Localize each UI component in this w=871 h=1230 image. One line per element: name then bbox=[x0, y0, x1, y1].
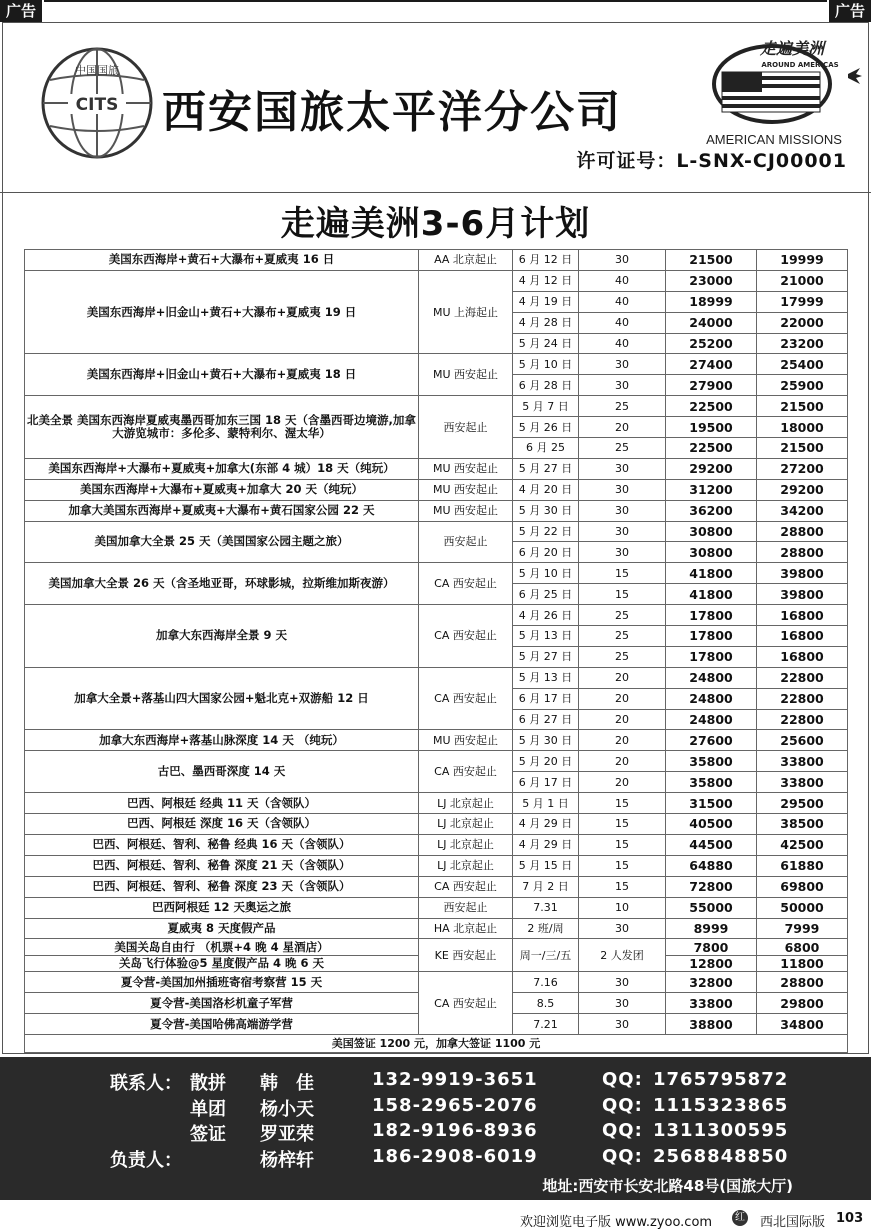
departure-city: MU 西安起止 bbox=[419, 500, 513, 521]
tour-name: 美国加拿大全景 26 天（含圣地亚哥，环球影城，拉斯维加斯夜游） bbox=[25, 563, 419, 605]
group-size: 15 bbox=[579, 834, 666, 855]
cits-globe-logo bbox=[38, 44, 156, 162]
tour-name: 美国东西海岸+旧金山+黄石+大瀑布+夏威夷 18 日 bbox=[25, 354, 419, 396]
tour-name: 夏令营-美国加州插班寄宿考察营 15 天 bbox=[25, 972, 419, 993]
tour-name: 关岛飞行体验@5 星度假产品 4 晚 6 天 bbox=[25, 955, 419, 972]
contact-role: 散拼 bbox=[190, 1073, 226, 1094]
departure-city: CA 西安起止 bbox=[419, 667, 513, 730]
group-size: 15 bbox=[579, 793, 666, 814]
adult-price: 33800 bbox=[666, 993, 757, 1014]
departure-date: 周一/三/五 bbox=[513, 939, 579, 972]
adult-price: 35800 bbox=[666, 772, 757, 793]
departure-date: 5 月 26 日 bbox=[513, 417, 579, 438]
departure-date: 5 月 30 日 bbox=[513, 500, 579, 521]
adult-price: 22500 bbox=[666, 396, 757, 417]
departure-date: 6 月 27 日 bbox=[513, 709, 579, 730]
table-row bbox=[25, 354, 848, 375]
departure-date: 5 月 1 日 bbox=[513, 793, 579, 814]
svg-text:AMERICAN MISSIONS: AMERICAN MISSIONS bbox=[706, 132, 842, 147]
child-price: 7999 bbox=[757, 918, 848, 939]
departure-city: 西安起止 bbox=[419, 396, 513, 459]
departure-date: 4 月 12 日 bbox=[513, 270, 579, 291]
group-size: 30 bbox=[579, 972, 666, 993]
tour-name: 夏令营-美国洛杉机童子军营 bbox=[25, 993, 419, 1014]
adult-price: 72800 bbox=[666, 876, 757, 897]
welcome-text[interactable]: 欢迎浏览电子版 www.zyoo.com bbox=[520, 1215, 713, 1230]
tour-name: 美国关岛自由行 （机票+4 晚 4 星酒店） bbox=[25, 939, 419, 956]
group-size: 20 bbox=[579, 751, 666, 772]
tour-name: 夏令营-美国哈佛高端游学营 bbox=[25, 1014, 419, 1035]
tour-name: 巴西、阿根廷、智利、秘鲁 深度 23 天（含领队） bbox=[25, 876, 419, 897]
group-size: 20 bbox=[579, 417, 666, 438]
child-price: 19999 bbox=[757, 250, 848, 271]
adult-price: 36200 bbox=[666, 500, 757, 521]
group-size: 30 bbox=[579, 250, 666, 271]
child-price: 69800 bbox=[757, 876, 848, 897]
top-rule bbox=[44, 0, 827, 24]
contact-phone[interactable]: 186-2908-6019 bbox=[372, 1146, 538, 1167]
manager-label: 负责人： bbox=[110, 1150, 182, 1171]
child-price: 50000 bbox=[757, 897, 848, 918]
departure-date: 8.5 bbox=[513, 993, 579, 1014]
child-price: 25400 bbox=[757, 354, 848, 375]
table-row bbox=[25, 250, 848, 271]
tour-name: 美国加拿大全景 25 天（美国国家公园主题之旅） bbox=[25, 521, 419, 563]
contact-label: 联系人： bbox=[110, 1073, 182, 1094]
adult-price: 18999 bbox=[666, 291, 757, 312]
table-row bbox=[25, 521, 848, 542]
qq-label: QQ: bbox=[602, 1120, 643, 1141]
adult-price: 17800 bbox=[666, 605, 757, 626]
adult-price: 25200 bbox=[666, 333, 757, 354]
group-size: 25 bbox=[579, 396, 666, 417]
departure-city: LJ 北京起止 bbox=[419, 855, 513, 876]
child-price: 38500 bbox=[757, 814, 848, 835]
table-row bbox=[25, 270, 848, 291]
qq-number[interactable]: 1311300595 bbox=[653, 1120, 789, 1141]
departure-city: CA 西安起止 bbox=[419, 563, 513, 605]
departure-date: 5 月 13 日 bbox=[513, 626, 579, 647]
child-price: 34800 bbox=[757, 1014, 848, 1035]
departure-city: MU 上海起止 bbox=[419, 270, 513, 354]
adult-price: 24000 bbox=[666, 312, 757, 333]
child-price: 25600 bbox=[757, 730, 848, 751]
group-size: 30 bbox=[579, 1014, 666, 1035]
child-price: 21000 bbox=[757, 270, 848, 291]
visa-note: 美国签证 1200 元，加拿大签证 1100 元 bbox=[25, 1035, 848, 1053]
qq-number[interactable]: 1115323865 bbox=[653, 1095, 789, 1116]
departure-date: 7 月 2 日 bbox=[513, 876, 579, 897]
group-size: 30 bbox=[579, 354, 666, 375]
departure-date: 6 月 25 日 bbox=[513, 584, 579, 605]
departure-date: 6 月 20 日 bbox=[513, 542, 579, 563]
adult-price: 40500 bbox=[666, 814, 757, 835]
child-price: 33800 bbox=[757, 772, 848, 793]
departure-date: 5 月 30 日 bbox=[513, 730, 579, 751]
adult-price: 19500 bbox=[666, 417, 757, 438]
page-footer bbox=[0, 1204, 871, 1230]
child-price: 16800 bbox=[757, 626, 848, 647]
adult-price: 27400 bbox=[666, 354, 757, 375]
svg-text:CITS: CITS bbox=[75, 95, 119, 115]
departure-date: 6 月 28 日 bbox=[513, 375, 579, 396]
departure-date: 4 月 29 日 bbox=[513, 814, 579, 835]
departure-date: 5 月 22 日 bbox=[513, 521, 579, 542]
table-row bbox=[25, 1035, 848, 1053]
group-size: 30 bbox=[579, 500, 666, 521]
group-size: 10 bbox=[579, 897, 666, 918]
adult-price: 30800 bbox=[666, 542, 757, 563]
adult-price: 55000 bbox=[666, 897, 757, 918]
group-size: 40 bbox=[579, 270, 666, 291]
qq-label: QQ: bbox=[602, 1095, 643, 1116]
departure-date: 6 月 17 日 bbox=[513, 688, 579, 709]
departure-date: 6 月 17 日 bbox=[513, 772, 579, 793]
adult-price: 22500 bbox=[666, 438, 757, 459]
tour-name: 加拿大美国东西海岸+夏威夷+大瀑布+黄石国家公园 22 天 bbox=[25, 500, 419, 521]
adult-price: 24800 bbox=[666, 667, 757, 688]
adult-price: 27900 bbox=[666, 375, 757, 396]
group-size: 15 bbox=[579, 584, 666, 605]
child-price: 21500 bbox=[757, 396, 848, 417]
tour-name: 加拿大东西海岸+落基山脉深度 14 天 （纯玩） bbox=[25, 730, 419, 751]
tour-price-table bbox=[24, 249, 848, 1053]
departure-city: LJ 北京起止 bbox=[419, 793, 513, 814]
departure-city: 西安起止 bbox=[419, 897, 513, 918]
group-size: 40 bbox=[579, 291, 666, 312]
group-size: 25 bbox=[579, 438, 666, 459]
child-price: 42500 bbox=[757, 834, 848, 855]
svg-text:走遍美洲: 走遍美洲 bbox=[759, 39, 825, 58]
departure-city: MU 西安起止 bbox=[419, 479, 513, 500]
departure-date: 5 月 7 日 bbox=[513, 396, 579, 417]
tour-name: 加拿大东西海岸全景 9 天 bbox=[25, 605, 419, 668]
group-size: 30 bbox=[579, 458, 666, 479]
contact-phone[interactable]: 182-9196-8936 bbox=[372, 1120, 538, 1141]
group-size: 20 bbox=[579, 667, 666, 688]
group-size: 25 bbox=[579, 626, 666, 647]
tour-name: 北美全景 美国东西海岸夏威夷墨西哥加东三国 18 天（含墨西哥边境游,加拿大游览城市：多伦多、蒙特利尔、渥太华） bbox=[25, 396, 419, 459]
adult-price: 38800 bbox=[666, 1014, 757, 1035]
table-row bbox=[25, 667, 848, 688]
child-price: 25900 bbox=[757, 375, 848, 396]
group-size: 2 人发团 bbox=[579, 939, 666, 972]
departure-date: 2 班/周 bbox=[513, 918, 579, 939]
child-price: 16800 bbox=[757, 605, 848, 626]
table-row bbox=[25, 897, 848, 918]
adult-price: 23000 bbox=[666, 270, 757, 291]
departure-date: 5 月 15 日 bbox=[513, 855, 579, 876]
departure-date: 4 月 20 日 bbox=[513, 479, 579, 500]
adult-price: 32800 bbox=[666, 972, 757, 993]
contact-name: 罗亚荣 bbox=[260, 1124, 314, 1145]
table-row bbox=[25, 730, 848, 751]
ad-label-right: 广告 bbox=[829, 0, 871, 22]
group-size: 15 bbox=[579, 876, 666, 897]
tour-name: 巴西、阿根廷 深度 16 天（含领队） bbox=[25, 814, 419, 835]
adult-price: 31500 bbox=[666, 793, 757, 814]
tour-name: 美国东西海岸+大瀑布+夏威夷+加拿大(东部 4 城）18 天（纯玩） bbox=[25, 458, 419, 479]
departure-date: 5 月 27 日 bbox=[513, 646, 579, 667]
svg-text:中国国旅: 中国国旅 bbox=[75, 64, 119, 77]
child-price: 29500 bbox=[757, 793, 848, 814]
departure-date: 6 月 25 bbox=[513, 438, 579, 459]
hong-icon: 红 bbox=[732, 1210, 748, 1226]
group-size: 30 bbox=[579, 375, 666, 396]
child-price: 21500 bbox=[757, 438, 848, 459]
table-row bbox=[25, 563, 848, 584]
group-size: 15 bbox=[579, 814, 666, 835]
table-row bbox=[25, 479, 848, 500]
departure-date: 5 月 24 日 bbox=[513, 333, 579, 354]
departure-date: 5 月 13 日 bbox=[513, 667, 579, 688]
adult-price: 17800 bbox=[666, 646, 757, 667]
table-row bbox=[25, 500, 848, 521]
group-size: 30 bbox=[579, 479, 666, 500]
group-size: 15 bbox=[579, 855, 666, 876]
table-row bbox=[25, 605, 848, 626]
child-price: 29800 bbox=[757, 993, 848, 1014]
tour-name: 巴西、阿根廷、智利、秘鲁 经典 16 天（含领队） bbox=[25, 834, 419, 855]
departure-date: 5 月 20 日 bbox=[513, 751, 579, 772]
tour-name: 巴西、阿根廷 经典 11 天（含领队） bbox=[25, 793, 419, 814]
table-row bbox=[25, 918, 848, 939]
tour-name: 美国东西海岸+黄石+大瀑布+夏威夷 16 日 bbox=[25, 250, 419, 271]
child-price: 27200 bbox=[757, 458, 848, 479]
table-row bbox=[25, 396, 848, 417]
departure-city: MU 西安起止 bbox=[419, 730, 513, 751]
table-row bbox=[25, 458, 848, 479]
departure-city: CA 西安起止 bbox=[419, 972, 513, 1035]
departure-city: CA 西安起止 bbox=[419, 876, 513, 897]
table-row bbox=[25, 876, 848, 897]
qq-label: QQ: bbox=[602, 1146, 643, 1167]
tour-name: 夏威夷 8 天度假产品 bbox=[25, 918, 419, 939]
group-size: 25 bbox=[579, 605, 666, 626]
departure-date: 4 月 29 日 bbox=[513, 834, 579, 855]
qq-label: QQ: bbox=[602, 1069, 643, 1090]
table-row bbox=[25, 793, 848, 814]
table-row bbox=[25, 814, 848, 835]
table-row bbox=[25, 751, 848, 772]
child-price: 39800 bbox=[757, 563, 848, 584]
adult-price: 27600 bbox=[666, 730, 757, 751]
adult-price: 7800 bbox=[666, 939, 757, 956]
contact-role: 签证 bbox=[190, 1124, 226, 1145]
departure-date: 4 月 19 日 bbox=[513, 291, 579, 312]
child-price: 17999 bbox=[757, 291, 848, 312]
tour-name: 美国东西海岸+旧金山+黄石+大瀑布+夏威夷 19 日 bbox=[25, 270, 419, 354]
qq-number[interactable]: 2568848850 bbox=[653, 1146, 789, 1167]
departure-date: 5 月 10 日 bbox=[513, 354, 579, 375]
child-price: 28800 bbox=[757, 972, 848, 993]
adult-price: 41800 bbox=[666, 563, 757, 584]
adult-price: 12800 bbox=[666, 955, 757, 972]
group-size: 30 bbox=[579, 993, 666, 1014]
child-price: 22800 bbox=[757, 709, 848, 730]
contact-name: 杨小天 bbox=[260, 1099, 314, 1120]
americas-brand-logo bbox=[700, 34, 865, 149]
group-size: 30 bbox=[579, 521, 666, 542]
license-number: 许可证号：L-SNX-CJ00001 bbox=[576, 150, 847, 172]
child-price: 11800 bbox=[757, 955, 848, 972]
child-price: 28800 bbox=[757, 542, 848, 563]
child-price: 34200 bbox=[757, 500, 848, 521]
contact-name: 杨梓轩 bbox=[260, 1150, 314, 1171]
group-size: 40 bbox=[579, 312, 666, 333]
address: 地址:西安市长安北路48号(国旅大厅) bbox=[542, 1177, 793, 1195]
departure-date: 5 月 10 日 bbox=[513, 563, 579, 584]
child-price: 18000 bbox=[757, 417, 848, 438]
departure-date: 7.21 bbox=[513, 1014, 579, 1035]
adult-price: 29200 bbox=[666, 458, 757, 479]
contact-name: 韩 佳 bbox=[260, 1073, 314, 1094]
child-price: 28800 bbox=[757, 521, 848, 542]
tour-name: 古巴、墨西哥深度 14 天 bbox=[25, 751, 419, 793]
departure-city: HA 北京起止 bbox=[419, 918, 513, 939]
adult-price: 17800 bbox=[666, 626, 757, 647]
tour-name: 巴西阿根廷 12 天奥运之旅 bbox=[25, 897, 419, 918]
tour-name: 巴西、阿根廷、智利、秘鲁 深度 21 天（含领队） bbox=[25, 855, 419, 876]
company-name: 西安国旅太平洋分公司 bbox=[162, 87, 622, 138]
group-size: 20 bbox=[579, 730, 666, 751]
child-price: 23200 bbox=[757, 333, 848, 354]
child-price: 16800 bbox=[757, 646, 848, 667]
departure-date: 7.31 bbox=[513, 897, 579, 918]
departure-date: 7.16 bbox=[513, 972, 579, 993]
group-size: 15 bbox=[579, 563, 666, 584]
contact-footer bbox=[0, 1057, 871, 1200]
adult-price: 31200 bbox=[666, 479, 757, 500]
departure-city: AA 北京起止 bbox=[419, 250, 513, 271]
departure-city: MU 西安起止 bbox=[419, 458, 513, 479]
child-price: 6800 bbox=[757, 939, 848, 956]
departure-date: 4 月 28 日 bbox=[513, 312, 579, 333]
departure-city: LJ 北京起止 bbox=[419, 814, 513, 835]
departure-city: MU 西安起止 bbox=[419, 354, 513, 396]
departure-city: KE 西安起止 bbox=[419, 939, 513, 972]
child-price: 22800 bbox=[757, 688, 848, 709]
child-price: 29200 bbox=[757, 479, 848, 500]
group-size: 20 bbox=[579, 709, 666, 730]
adult-price: 44500 bbox=[666, 834, 757, 855]
adult-price: 21500 bbox=[666, 250, 757, 271]
departure-date: 5 月 27 日 bbox=[513, 458, 579, 479]
adult-price: 24800 bbox=[666, 688, 757, 709]
adult-price: 41800 bbox=[666, 584, 757, 605]
svg-text:AROUND AMERICAS: AROUND AMERICAS bbox=[761, 61, 839, 69]
contact-phone[interactable]: 132-9919-3651 bbox=[372, 1069, 538, 1090]
child-price: 39800 bbox=[757, 584, 848, 605]
group-size: 30 bbox=[579, 542, 666, 563]
adult-price: 8999 bbox=[666, 918, 757, 939]
ad-label-left: 广告 bbox=[0, 0, 42, 22]
contact-role: 单团 bbox=[190, 1099, 226, 1120]
contact-phone[interactable]: 158-2965-2076 bbox=[372, 1095, 538, 1116]
child-price: 61880 bbox=[757, 855, 848, 876]
plan-title: 走遍美洲3-6月计划 bbox=[280, 204, 591, 244]
qq-number[interactable]: 1765795872 bbox=[653, 1069, 789, 1090]
departure-date: 4 月 26 日 bbox=[513, 605, 579, 626]
group-size: 20 bbox=[579, 688, 666, 709]
departure-city: 西安起止 bbox=[419, 521, 513, 563]
departure-date: 6 月 12 日 bbox=[513, 250, 579, 271]
table-row bbox=[25, 834, 848, 855]
table-row bbox=[25, 972, 848, 993]
page-number: 103 bbox=[836, 1211, 864, 1226]
departure-city: CA 西安起止 bbox=[419, 605, 513, 668]
table-row bbox=[25, 855, 848, 876]
table-row bbox=[25, 939, 848, 956]
group-size: 30 bbox=[579, 918, 666, 939]
group-size: 20 bbox=[579, 772, 666, 793]
child-price: 33800 bbox=[757, 751, 848, 772]
tour-name: 加拿大全景+落基山四大国家公园+魁北克+双游船 12 日 bbox=[25, 667, 419, 730]
child-price: 22000 bbox=[757, 312, 848, 333]
adult-price: 35800 bbox=[666, 751, 757, 772]
tour-name: 美国东西海岸+大瀑布+夏威夷+加拿大 20 天（纯玩） bbox=[25, 479, 419, 500]
departure-city: LJ 北京起止 bbox=[419, 834, 513, 855]
child-price: 22800 bbox=[757, 667, 848, 688]
adult-price: 24800 bbox=[666, 709, 757, 730]
adult-price: 30800 bbox=[666, 521, 757, 542]
edition-label: 西北国际版 bbox=[760, 1215, 826, 1230]
departure-city: CA 西安起止 bbox=[419, 751, 513, 793]
adult-price: 64880 bbox=[666, 855, 757, 876]
group-size: 40 bbox=[579, 333, 666, 354]
group-size: 25 bbox=[579, 646, 666, 667]
